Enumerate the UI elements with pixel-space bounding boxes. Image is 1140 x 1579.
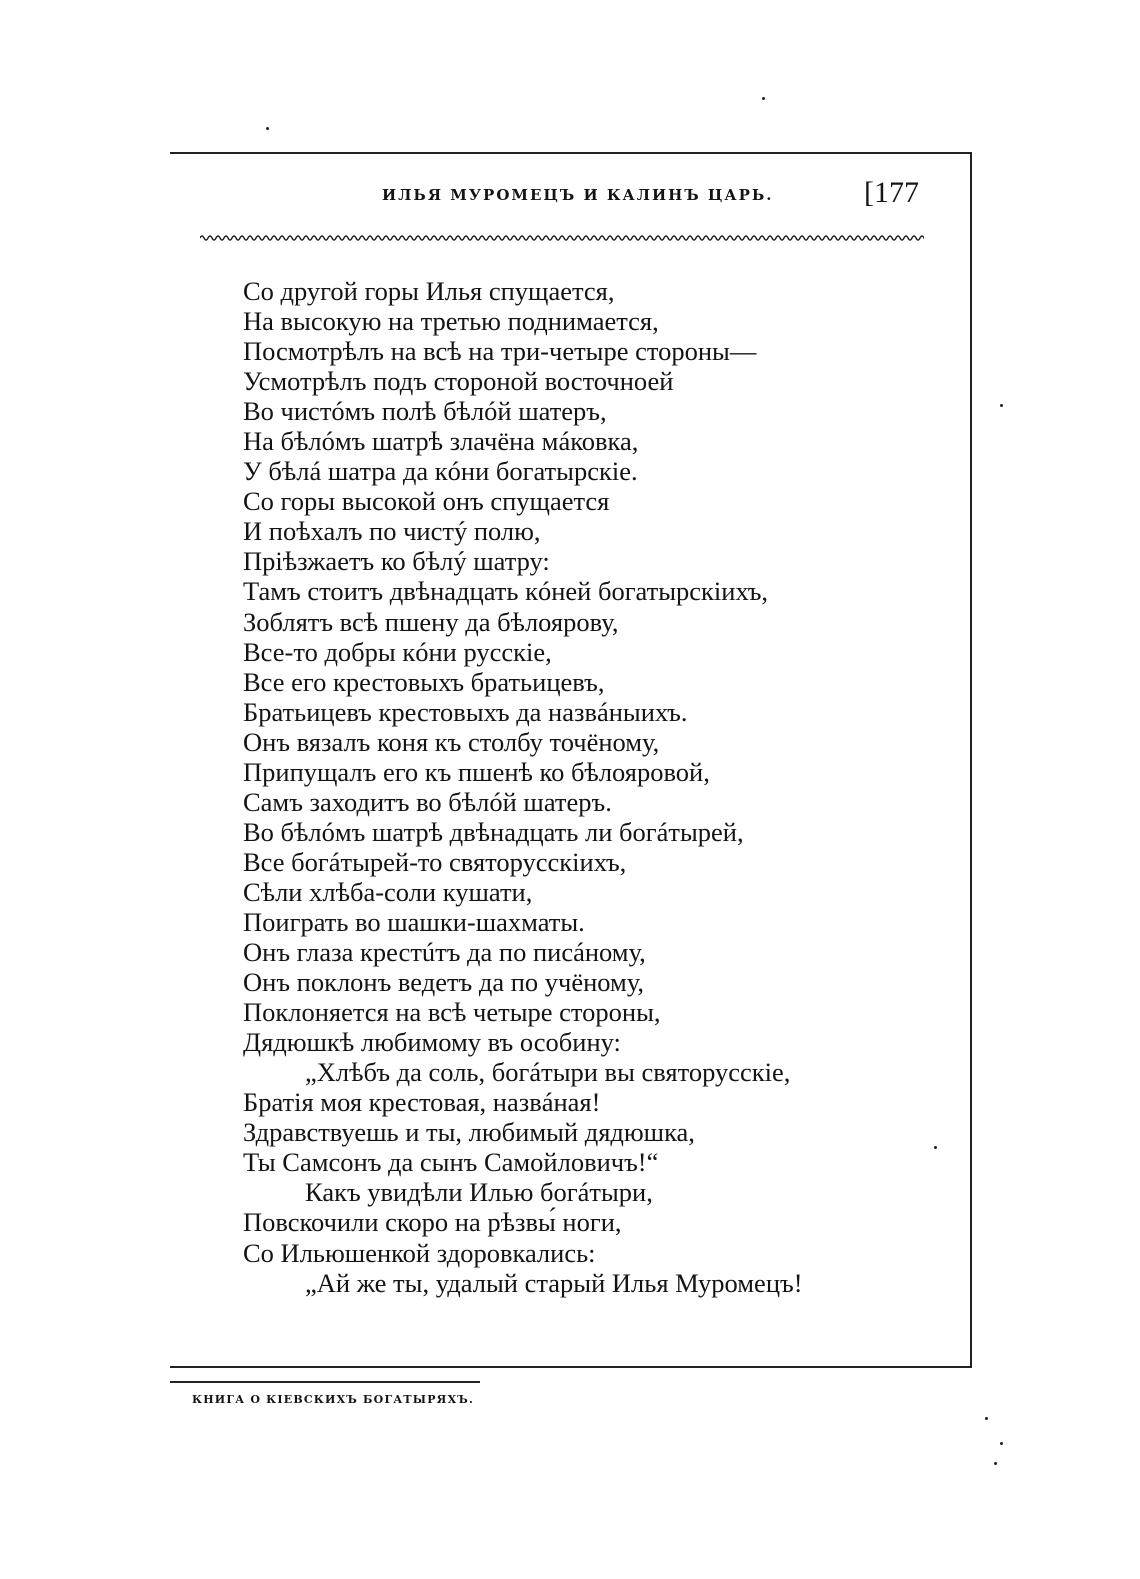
poem-line: Онъ вязалъ коня къ столбу точёному, bbox=[243, 726, 660, 757]
print-speck bbox=[1000, 1442, 1003, 1445]
print-speck bbox=[994, 1462, 997, 1465]
poem-line: Все богáтырей-то святорусскіихъ, bbox=[243, 846, 627, 877]
right-margin-rule bbox=[970, 152, 972, 1366]
poem-line: Повскочили скоро на рѣзвы́ ноги, bbox=[243, 1207, 622, 1238]
poem-line: Поиграть во шашки-шахматы. bbox=[243, 906, 585, 937]
print-speck bbox=[1000, 404, 1003, 407]
poem-line: Все-то добры кóни русскіе, bbox=[243, 636, 552, 667]
poem-line: „Хлѣбъ да соль, богáтыри вы святорусскіе, bbox=[305, 1057, 791, 1088]
poem-line: Зоблятъ всѣ пшену да бѣлоярову, bbox=[243, 606, 619, 637]
poem-line: Сѣли хлѣба-соли кушати, bbox=[243, 876, 533, 907]
poem-line: Со горы высокой онъ спущается bbox=[243, 486, 610, 517]
poem-line: Во чистóмъ полѣ бѣлóй шатеръ, bbox=[243, 396, 607, 427]
poem-line: „Ай же ты, удалый старый Илья Муромецъ! bbox=[305, 1267, 803, 1298]
poem-line: Онъ глаза крестúтъ да по писáному, bbox=[243, 937, 646, 968]
poem-line: Тамъ стоитъ двѣнадцать кóней богатырскіихъ, bbox=[243, 576, 769, 607]
poem-line: На высокую на третью поднимается, bbox=[243, 306, 659, 337]
poem-line: Со Ильюшенкой здоровкались: bbox=[243, 1237, 596, 1268]
poem-line: На бѣлóмъ шатрѣ злачёна мáковка, bbox=[243, 426, 639, 457]
poem-line: Со другой горы Илья спущается, bbox=[243, 276, 615, 306]
bottom-rule bbox=[170, 1366, 972, 1368]
print-speck bbox=[266, 127, 269, 130]
poem-line: Все его крестовыхъ братьицевъ, bbox=[243, 666, 605, 697]
footer-signature: КНИГА О КІЕВСКИХЪ БОГАТЫРЯХЪ. bbox=[192, 1393, 475, 1406]
poem-line: И поѣхалъ по чистý полю, bbox=[243, 516, 541, 547]
print-speck bbox=[762, 97, 765, 100]
wavy-ornament-rule bbox=[200, 232, 924, 244]
top-rule bbox=[170, 152, 972, 154]
print-speck bbox=[985, 1417, 988, 1420]
footer-rule bbox=[170, 1381, 480, 1383]
poem-line: Припущалъ его къ пшенѣ ко бѣлояровой, bbox=[243, 756, 710, 787]
poem-line: Здравствуешь и ты, любимый дядюшка, bbox=[243, 1117, 695, 1148]
running-title: ИЛЬЯ МУРОМЕЦЪ И КАЛИНЪ ЦАРЬ. bbox=[382, 186, 774, 204]
poem-line: Усмотрѣлъ подъ стороной восточноей bbox=[243, 366, 674, 397]
poem-text bbox=[243, 276, 943, 1298]
poem-line: Онъ поклонъ ведетъ да по учёному, bbox=[243, 967, 645, 998]
poem-line: У бѣлá шатра да кóни богатырскіе. bbox=[243, 456, 638, 487]
poem-line: Самъ заходитъ во бѣлóй шатеръ. bbox=[243, 786, 612, 817]
poem-line: Поклоняется на всѣ четыре стороны, bbox=[243, 997, 661, 1028]
poem-line: Ты Самсонъ да сынъ Самойловичъ!“ bbox=[243, 1147, 659, 1178]
poem-line: Во бѣлóмъ шатрѣ двѣнадцать ли богáтырей, bbox=[243, 816, 744, 847]
poem-line: Пріѣзжаетъ ко бѣлý шатру: bbox=[243, 546, 550, 577]
poem-line: Какъ увидѣли Илью богáтыри, bbox=[305, 1177, 653, 1208]
poem-line: Братія моя крестовая, назвáная! bbox=[243, 1087, 601, 1118]
poem-line: Дядюшкѣ любимому въ особину: bbox=[243, 1027, 621, 1058]
poem-line: Посмотрѣлъ на всѣ на три-четыре стороны— bbox=[243, 336, 757, 367]
poem-line: Братьицевъ крестовыхъ да назвáныихъ. bbox=[243, 696, 688, 727]
page-number: [177 bbox=[864, 176, 919, 209]
